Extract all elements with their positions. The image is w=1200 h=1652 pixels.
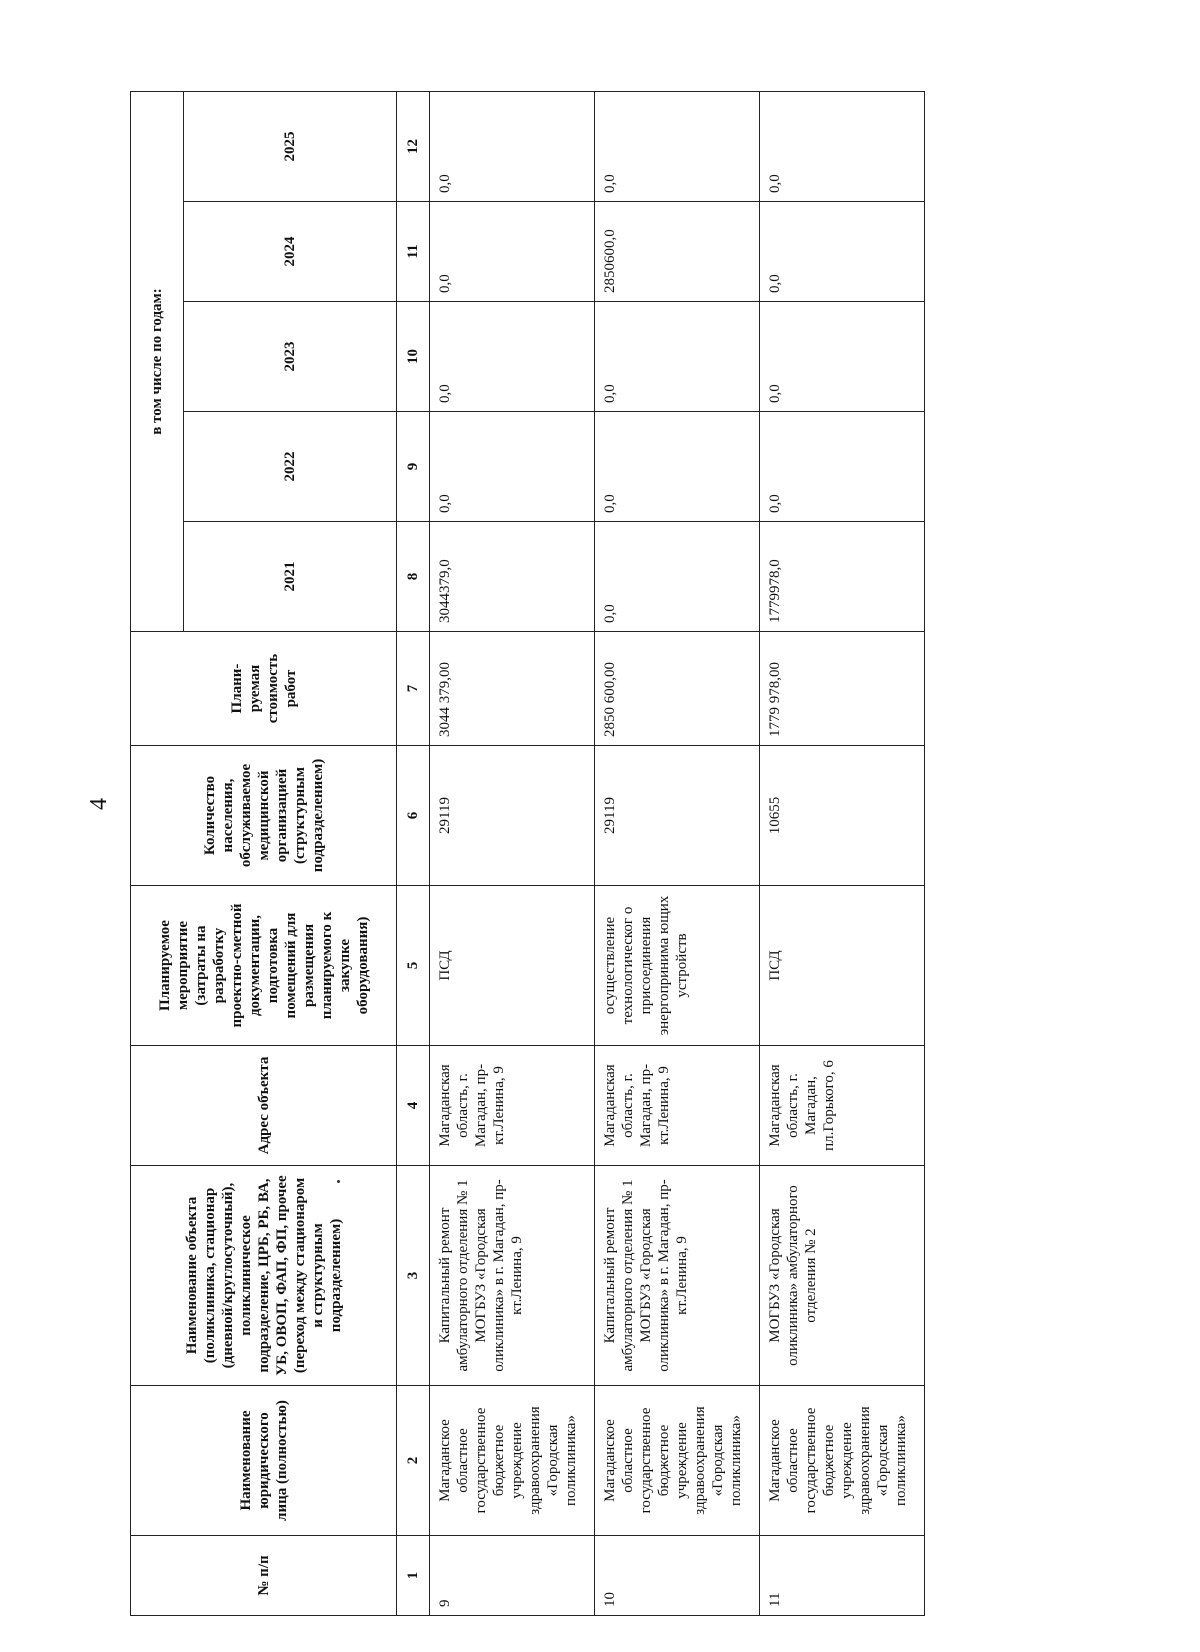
cell-year-2024: 2850600,0 bbox=[595, 202, 760, 302]
cell-population: 10655 bbox=[760, 746, 925, 886]
cell-cost: 3044 379,00 bbox=[430, 632, 595, 746]
cell-year-2024: 0,0 bbox=[760, 202, 925, 302]
page-number: 4 bbox=[86, 798, 112, 810]
cell-legal-entity: Магаданское областное государственное бюджетное учреждение здравоохранения «Городская поликлиника» bbox=[760, 1386, 925, 1536]
cell-year-2022: 0,0 bbox=[760, 412, 925, 522]
header-address: Адрес объекта bbox=[131, 1046, 397, 1166]
cell-cost: 1779 978,00 bbox=[760, 632, 925, 746]
cell-num: 10 bbox=[595, 1536, 760, 1616]
cell-year-2022: 0,0 bbox=[430, 412, 595, 522]
header-years-group: в том числе по годам: bbox=[131, 91, 184, 631]
cell-year-2021: 1779978,0 bbox=[760, 522, 925, 632]
column-index: 4 bbox=[397, 1046, 430, 1166]
table-row bbox=[595, 91, 760, 1615]
cell-population: 29119 bbox=[430, 746, 595, 886]
column-index: 9 bbox=[397, 412, 430, 522]
column-index: 11 bbox=[397, 202, 430, 302]
column-index: 5 bbox=[397, 886, 430, 1046]
cell-legal-entity: Магаданское областное государственное бюджетное учреждение здравоохранения «Городская поликлиника» bbox=[430, 1386, 595, 1536]
header-num: № п/п bbox=[131, 1536, 397, 1616]
cell-year-2025: 0,0 bbox=[430, 91, 595, 201]
header-object: Наименование объекта (поликлиника, стационар (дневной/круглосуточный), поликлиническое подразделение, ЦРБ, РБ, ВА, УБ, ОВОП, ФАП, ФП, прочее (переход между стационаром и структурным подразделением) bbox=[131, 1166, 397, 1386]
cell-address: Магаданская область, г. Магадан, пр-кт.Ленина, 9 bbox=[430, 1046, 595, 1166]
header-population: Количество населения, обслуживаемое медицинской организацией (структурным подразделением) bbox=[131, 746, 397, 886]
budget-table-rotated bbox=[130, 92, 925, 1616]
cell-year-2023: 0,0 bbox=[760, 302, 925, 412]
header-year-2024: 2024 bbox=[184, 202, 397, 302]
cell-measure: ПСД bbox=[430, 886, 595, 1046]
cell-object: Капитальный ремонт амбулаторного отделения № 1 МОГБУЗ «Городская оликлиника» в г. Магадан, пр-кт.Ленина, 9 bbox=[430, 1166, 595, 1386]
header-year-2023: 2023 bbox=[184, 302, 397, 412]
column-index-row bbox=[397, 91, 430, 1615]
budget-table bbox=[130, 91, 925, 1616]
cell-num: 9 bbox=[430, 1536, 595, 1616]
header-year-2021: 2021 bbox=[184, 522, 397, 632]
cell-year-2025: 0,0 bbox=[760, 91, 925, 201]
column-index: 10 bbox=[397, 302, 430, 412]
column-index: 3 bbox=[397, 1166, 430, 1386]
cell-year-2023: 0,0 bbox=[595, 302, 760, 412]
column-index: 7 bbox=[397, 632, 430, 746]
header-measure: Планируемое мероприятие (затраты на разработку проектно-сметной документации, подготовка помещений для размещения планируемого к закупке оборудования) bbox=[131, 886, 397, 1046]
cell-address: Магаданская область, г. Магадан, пл.Горького, 6 bbox=[760, 1046, 925, 1166]
cell-object: МОГБУЗ «Городская оликлиника» амбулаторного отделения № 2 bbox=[760, 1166, 925, 1386]
column-index: 1 bbox=[397, 1536, 430, 1616]
cell-address: Магаданская область, г. Магадан, пр-кт.Ленина, 9 bbox=[595, 1046, 760, 1166]
cell-legal-entity: Магаданское областное государственное бюджетное учреждение здравоохранения «Городская поликлиника» bbox=[595, 1386, 760, 1536]
column-index: 6 bbox=[397, 746, 430, 886]
cell-year-2025: 0,0 bbox=[595, 91, 760, 201]
table-row bbox=[430, 91, 595, 1615]
cell-year-2024: 0,0 bbox=[430, 202, 595, 302]
cell-year-2023: 0,0 bbox=[430, 302, 595, 412]
cell-year-2021: 0,0 bbox=[595, 522, 760, 632]
cell-cost: 2850 600,00 bbox=[595, 632, 760, 746]
header-cost: Плани-руемая стоимость работ bbox=[131, 632, 397, 746]
cell-measure: осуществление технологическог о присоединения энергопринима ющих устройств bbox=[595, 886, 760, 1046]
cell-population: 29119 bbox=[595, 746, 760, 886]
header-year-2022: 2022 bbox=[184, 412, 397, 522]
header-year-2025: 2025 bbox=[184, 91, 397, 201]
header-legal-entity: Наименование юридического лица (полностью) bbox=[131, 1386, 397, 1536]
table-row bbox=[760, 91, 925, 1615]
cell-object: Капитальный ремонт амбулаторного отделения № 1 МОГБУЗ «Городская оликлиника» в г. Магадан, пр-кт.Ленина, 9 bbox=[595, 1166, 760, 1386]
column-index: 12 bbox=[397, 91, 430, 201]
column-index: 8 bbox=[397, 522, 430, 632]
cell-num: 11 bbox=[760, 1536, 925, 1616]
cell-year-2022: 0,0 bbox=[595, 412, 760, 522]
cell-year-2021: 3044379,0 bbox=[430, 522, 595, 632]
cell-measure: ПСД bbox=[760, 886, 925, 1046]
column-index: 2 bbox=[397, 1386, 430, 1536]
